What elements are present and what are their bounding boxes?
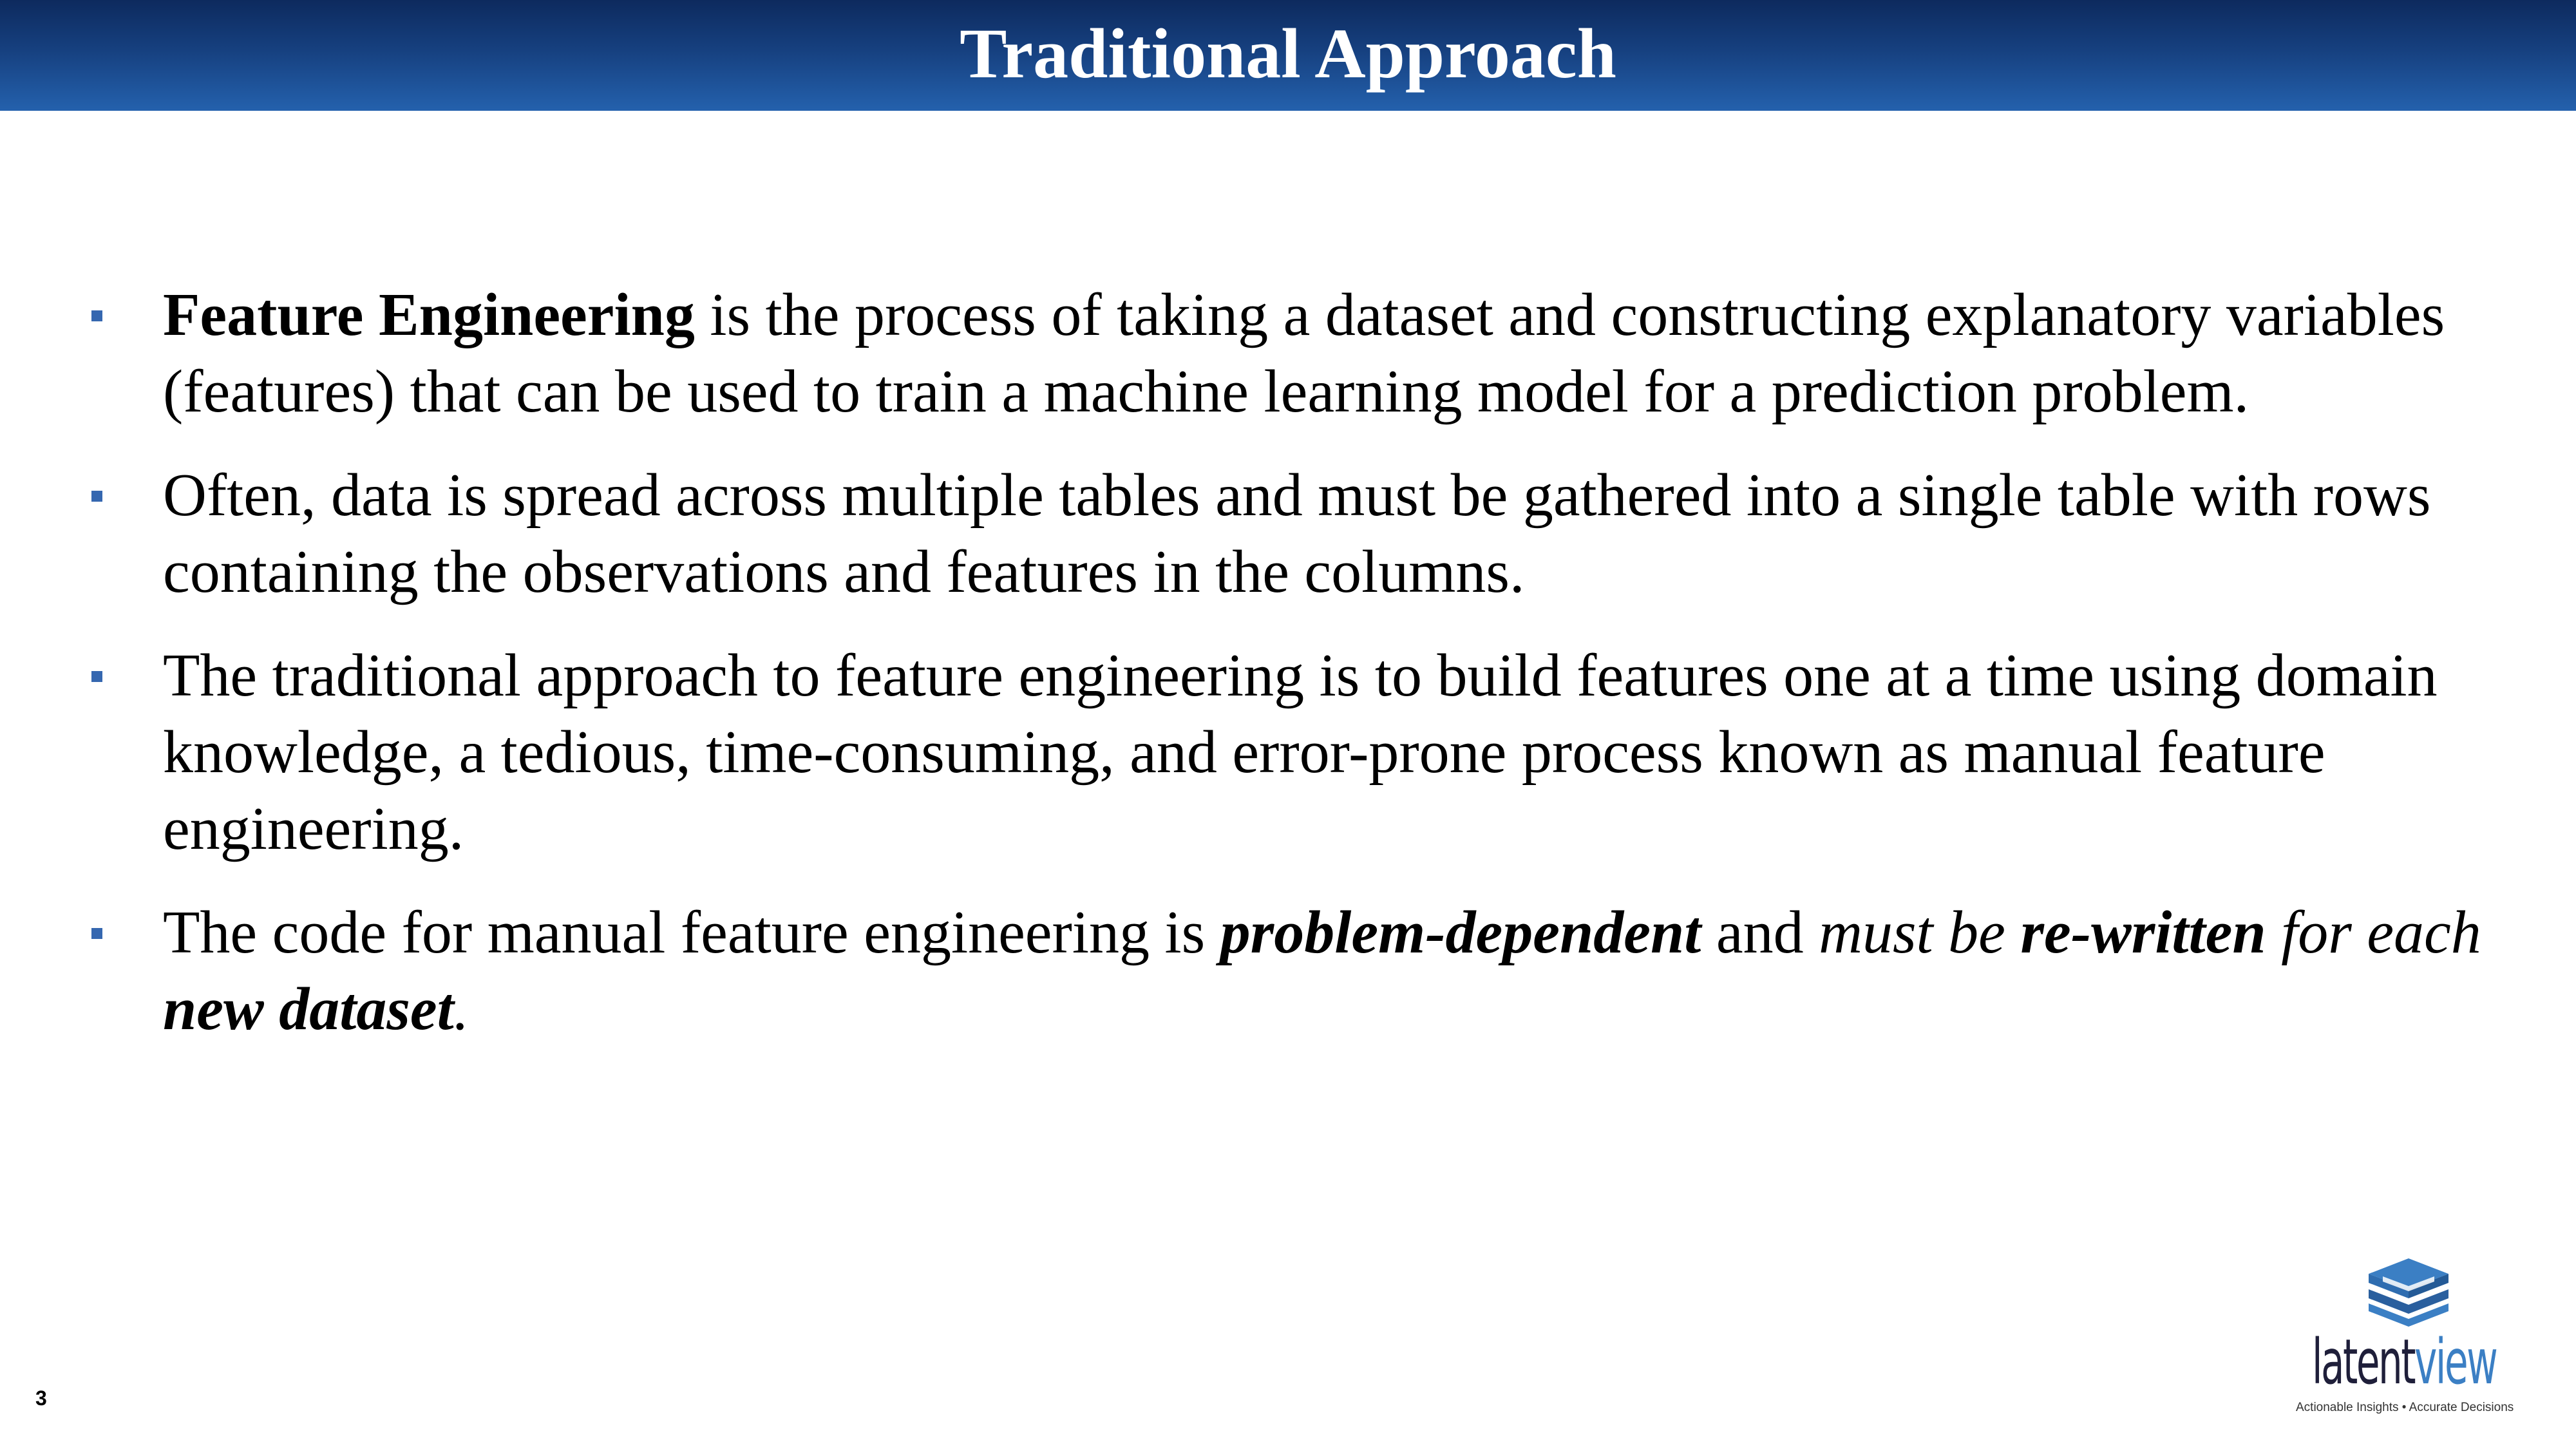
bullet-item	[84, 277, 2518, 430]
square-bullet-icon	[91, 928, 102, 939]
bullet-text: and	[1701, 899, 1819, 966]
square-bullet-icon	[91, 491, 102, 502]
bullet-item	[84, 895, 2518, 1048]
slide-title: Traditional Approach	[960, 14, 1616, 93]
bullet-text-italic: .	[453, 976, 469, 1043]
bullet-text-bold-italic: problem-dependent	[1220, 899, 1701, 966]
bullet-text: The code for manual feature engineering is	[163, 899, 1220, 966]
logo-tagline: Actionable Insights • Accurate Decisions	[2296, 1401, 2514, 1414]
bullet-list	[84, 277, 2518, 1075]
logo-word-latent: latent	[2312, 1326, 2415, 1398]
bullet-text: The traditional approach to feature engineering is to build features one at a time using domain knowledge, a tedious, time-consuming, and error-prone process known as manual feature engineering.	[163, 642, 2438, 862]
bullet-text-italic: must be	[1819, 899, 2021, 966]
bullet-text: Often, data is spread across multiple tables and must be gathered into a single table with rows containing the observations and features in the columns.	[163, 462, 2431, 605]
bullet-text-bold-italic: new dataset	[163, 976, 454, 1043]
logo-word-view: view	[2414, 1326, 2497, 1398]
bullet-text-italic: for each	[2266, 899, 2481, 966]
bullet-text-bold-italic: re-written	[2020, 899, 2266, 966]
stacked-layers-logo-icon	[2363, 1256, 2454, 1330]
logo-wordmark	[2312, 1326, 2497, 1398]
bullet-text: is the process of taking a dataset and constructing explanatory variables (features) that can be used to train a machine learning model for a prediction problem.	[163, 281, 2445, 425]
square-bullet-icon	[91, 310, 102, 321]
bullet-text-bold: Feature Engineering	[163, 281, 695, 348]
bullet-item	[84, 457, 2518, 611]
page-number: 3	[35, 1387, 47, 1410]
bullet-item	[84, 638, 2518, 867]
square-bullet-icon	[91, 671, 102, 682]
company-logo	[2293, 1256, 2524, 1430]
